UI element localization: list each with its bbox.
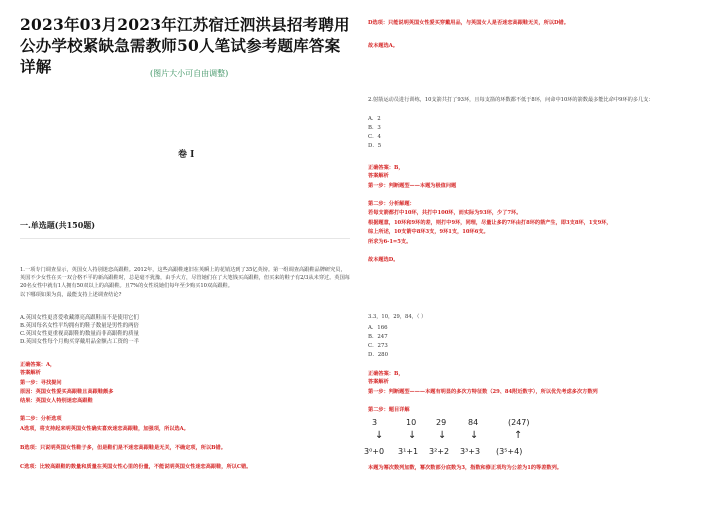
- question-2-option-d: D．5: [368, 143, 382, 149]
- sequence-term-5: (247): [508, 418, 530, 427]
- question-1-analysis-b: B选项：只说明英国女性鞋子多，但是鞋们是不迷恋高跟鞋是无关，不确定项，所以B错。: [20, 445, 226, 451]
- question-2-conclusion: 故本题选D。: [368, 257, 399, 263]
- sequence-expression-1: 3⁰+0: [364, 447, 385, 456]
- question-3-option-c: C．273: [368, 343, 388, 349]
- question-2-option-c: C．4: [368, 134, 381, 140]
- question-1-step1: 第一步：寻找提问: [20, 380, 62, 386]
- question-3-step1: 第一步：判断题型———本题有明显的多次方特征数（29、84附近数字），所以优先考虑多次方数列: [368, 389, 598, 395]
- question-2-line1: 若每支箭都打中10环，共打中100环，而实际为93环，少了7环。: [368, 210, 522, 216]
- question-1-conclusion: 故本题选A。: [368, 43, 398, 49]
- section-heading: 一.单选题(共150题): [20, 220, 96, 230]
- document-title: 2023年03月2023年江苏宿迁泗洪县招考聘用公办学校紧缺急需教师50人笔试参考题库答案详解: [20, 15, 350, 76]
- question-2-option-a: A．2: [368, 116, 381, 122]
- question-1-explain-head: 答案解析: [20, 370, 41, 376]
- document-subtitle: (图片大小可自由调整): [150, 69, 229, 78]
- question-3-note: 本题为幂次数列加数，幂次数部分底数为3，指数和修正项均为公差为1的等差数列。: [368, 465, 562, 471]
- sequence-term-3: 29: [436, 418, 447, 427]
- question-1-ask: 以下哪项如果为真，最能支持上述调查结论?: [20, 291, 122, 298]
- sequence-expression-5: (3⁵+4): [496, 447, 523, 456]
- right-column: [362, 0, 720, 508]
- question-2-stem: 2.射箭运动员进行训练，10支箭共打了93环，且每支箭的环数都不低于8环，问命中10环的箭数最多能比命中9环的多几支：: [368, 97, 654, 103]
- question-1-text: 1.一项专门调查显示，英国女人持别迷恋高跟鞋。2012年，这些高跟鞋速旧在英瞬上的花销达到了35亿英镑。第一组调查高跟鞋品牌研究员，英国不少女性在买一双合格不平的新高跟鞋时，总是毫不犹豫，由手大方，尽管她们在了大笔钱买高跟鞋，但买来的鞋子有2/3从未穿过。英国每20名女性中就有1人拥有50双以上的高跟鞋。且7%的女性说她们每年至少购买10双高跟鞋。: [20, 267, 350, 290]
- question-3-option-d: D．280: [368, 352, 389, 358]
- question-2-explain-head: 答案解析: [368, 173, 389, 179]
- question-2-option-b: B．3: [368, 125, 381, 131]
- volume-heading: 卷 I: [178, 150, 195, 160]
- question-1-analysis-d: D选项：只能说明英国女性爱买穿戴用品，与英国女人是否迷恋高跟鞋无关，所以D错。: [368, 20, 569, 26]
- sequence-term-2: 10: [406, 418, 417, 427]
- sequence-expression-4: 3³+3: [460, 447, 481, 456]
- down-arrow-icon: ↓: [408, 430, 417, 441]
- question-3-stem: 3.3，10，29，84，（ ）: [368, 314, 427, 320]
- question-1-step2: 第二步：分析选项: [20, 416, 62, 422]
- question-2-step2: 第二步：分析解题：: [368, 201, 415, 207]
- down-arrow-icon: ↓: [438, 430, 447, 441]
- question-1-analysis-a: A选项，将支持起来明英国女性确实喜欢迷恋高跟鞋，加强项，所以选A。: [20, 426, 189, 432]
- question-3-step2: 第二步：题目详解: [368, 407, 410, 413]
- question-2-answer: 正确答案：B，: [368, 165, 404, 171]
- sequence-term-4: 84: [468, 418, 479, 427]
- question-1-option-b: B.英国每名女性平均拥有的鞋子数量是男性的两倍: [20, 323, 139, 329]
- sequence-expression-2: 3¹+1: [398, 447, 419, 456]
- question-1-answer: 正确答案：A，: [20, 362, 56, 368]
- question-3-option-b: B．247: [368, 334, 388, 340]
- down-arrow-icon: ↓: [375, 430, 384, 441]
- down-arrow-icon: ↓: [470, 430, 479, 441]
- question-1-result: 结果：英国女人特别迷恋高跟鞋: [20, 398, 93, 404]
- question-2-line4: 所求为6-1=5支。: [368, 239, 412, 245]
- question-2-line3: 综上所述，10支箭中8环3支，9环1支，10环6支。: [368, 229, 489, 235]
- sequence-expression-3: 3²+2: [429, 447, 450, 456]
- question-1-option-c: C.英国女性更重视高跟鞋的数量而非高跟鞋的质量: [20, 331, 139, 337]
- question-2-line2: 根据题意，10环和9环的差，则打中9环，同理，尽量让多的7环由打8环的箭产生，即3支8环，1支9环，: [368, 220, 612, 226]
- question-1-reason: 原因：英国女性爱买高跟鞋且高跟鞋颇多: [20, 389, 114, 395]
- question-1-stem: [20, 266, 350, 299]
- question-1-option-d: D.英国女性每个月购买穿戴用品金额占工资的一半: [20, 339, 140, 345]
- question-3-answer: 正确答案：B，: [368, 371, 404, 377]
- question-3-option-a: A．166: [368, 325, 388, 331]
- sequence-term-1: 3: [372, 418, 378, 427]
- question-2-step1: 第一步：判断题型——本题为极值问题: [368, 183, 457, 189]
- question-3-explain-head: 答案解析: [368, 379, 389, 385]
- question-1-option-a: A.英国女性更喜爱收藏漂亮高跟鞋而不是使用它们: [20, 315, 139, 321]
- question-1-analysis-c: C选项：比较高跟鞋的数量和质量在英国女性心里的份量，不能说明英国女性迷恋高跟鞋，所以C错。: [20, 464, 252, 470]
- divider: [20, 238, 350, 239]
- up-arrow-icon: ↑: [514, 430, 523, 441]
